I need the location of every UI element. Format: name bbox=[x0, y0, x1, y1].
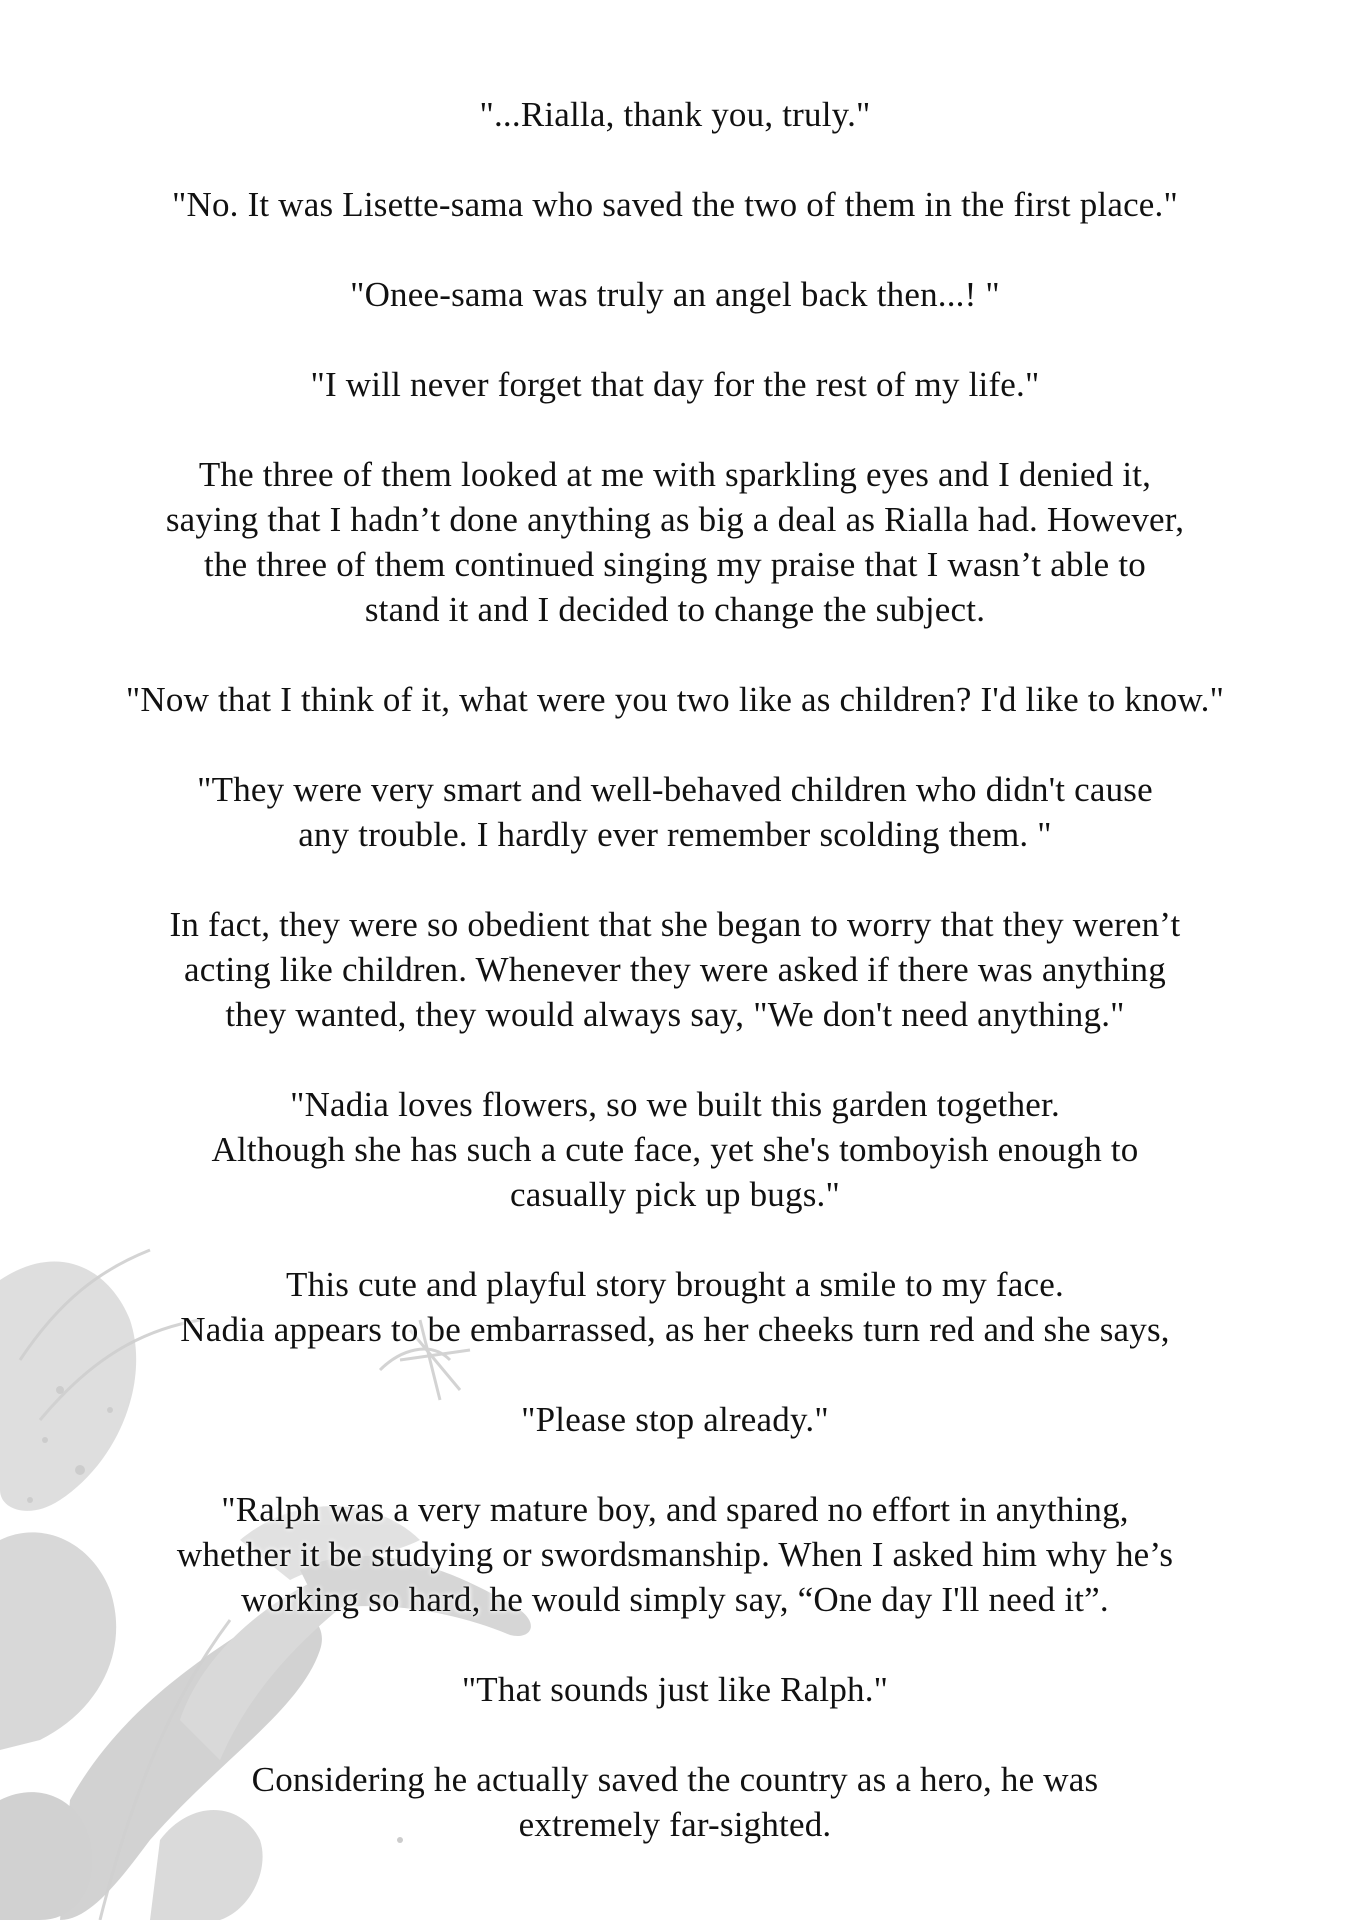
text-line: "Please stop already." bbox=[521, 1400, 829, 1439]
text-line: Nadia appears to be embarrassed, as her cheeks turn red and she says, bbox=[180, 1310, 1170, 1349]
text-line: The three of them looked at me with sparkling eyes and I denied it, bbox=[198, 455, 1152, 494]
text-line: any trouble. I hardly ever remember scolding them. " bbox=[298, 815, 1052, 854]
text-line: Although she has such a cute face, yet she's tomboyish enough to bbox=[211, 1130, 1139, 1169]
text-line: "Now that I think of it, what were you two like as children? I'd like to know." bbox=[125, 680, 1225, 719]
paragraph bbox=[0, 362, 1350, 407]
text-line: "Ralph was a very mature boy, and spared no effort in anything, bbox=[221, 1490, 1129, 1529]
text-line: Considering he actually saved the country as a hero, he was bbox=[251, 1760, 1099, 1799]
text-line: "...Rialla, thank you, truly." bbox=[479, 95, 871, 134]
text-line: "They were very smart and well-behaved children who didn't cause bbox=[197, 770, 1153, 809]
text-line: saying that I hadn’t done anything as big a deal as Rialla had. However, bbox=[165, 500, 1185, 539]
text-line: stand it and I decided to change the subject. bbox=[364, 590, 986, 629]
paragraph bbox=[0, 1487, 1350, 1622]
paragraph bbox=[0, 902, 1350, 1037]
text-line: "I will never forget that day for the rest of my life." bbox=[310, 365, 1040, 404]
text-line: casually pick up bugs." bbox=[510, 1175, 840, 1214]
paragraph bbox=[0, 452, 1350, 632]
paragraph bbox=[0, 92, 1350, 137]
text-line: "Nadia loves flowers, so we built this garden together. bbox=[290, 1085, 1060, 1124]
text-line: "No. It was Lisette-sama who saved the two of them in the first place." bbox=[172, 185, 1178, 224]
paragraph bbox=[0, 1397, 1350, 1442]
paragraph bbox=[0, 767, 1350, 857]
paragraph bbox=[0, 1667, 1350, 1712]
paragraph bbox=[0, 1757, 1350, 1847]
text-line: extremely far-sighted. bbox=[518, 1805, 832, 1844]
text-line: "Onee-sama was truly an angel back then...! " bbox=[350, 275, 1000, 314]
text-line: working so hard, he would simply say, “One day I'll need it”. bbox=[241, 1580, 1109, 1619]
paragraph bbox=[0, 1082, 1350, 1217]
paragraph bbox=[0, 272, 1350, 317]
text-line: This cute and playful story brought a smile to my face. bbox=[286, 1265, 1064, 1304]
text-line: acting like children. Whenever they were asked if there was anything bbox=[184, 950, 1166, 989]
text-line: In fact, they were so obedient that she began to worry that they weren’t bbox=[169, 905, 1181, 944]
text-line: "That sounds just like Ralph." bbox=[461, 1670, 889, 1709]
paragraph bbox=[0, 182, 1350, 227]
text-line: they wanted, they would always say, "We don't need anything." bbox=[225, 995, 1125, 1034]
paragraph bbox=[0, 1262, 1350, 1352]
text-line: whether it be studying or swordsmanship. When I asked him why he’s bbox=[176, 1535, 1174, 1574]
paragraph bbox=[0, 677, 1350, 722]
text-line: the three of them continued singing my praise that I wasn’t able to bbox=[204, 545, 1146, 584]
